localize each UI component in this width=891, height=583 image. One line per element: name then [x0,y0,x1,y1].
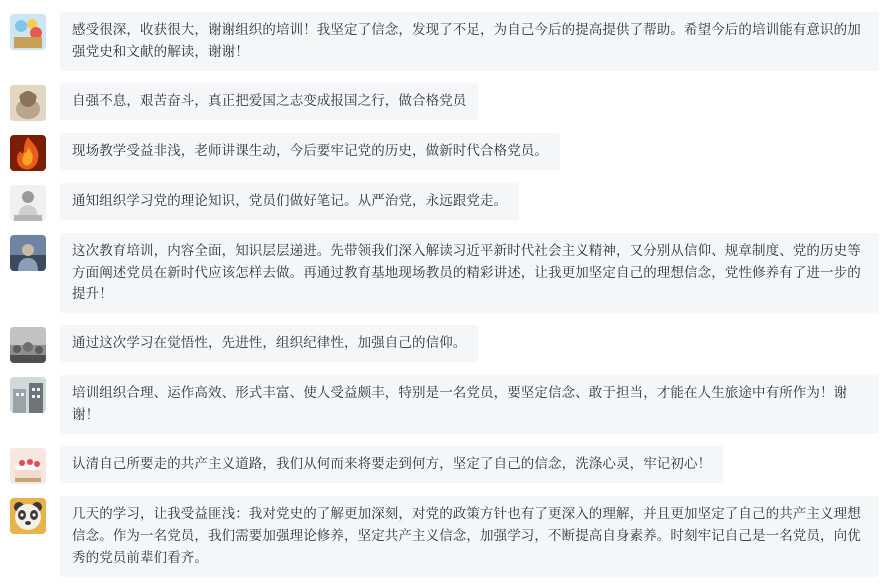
comment-text: 感受很深，收获很大，谢谢组织的培训！我坚定了信念，发现了不足，为自己今后的提高提供了帮助。希望今后的培训能有意识的加强党史和文献的解读，谢谢！ [60,12,879,71]
list-item [0,490,891,583]
comment-text: 几天的学习，让我受益匪浅：我对党史的了解更加深刻，对党的政策方针也有了更深入的理解，并且更加坚定了自己的共产主义理想信念。作为一名党员，我们需要加强理论修养，坚定共产主义信念，加强学习，不断提高自身素养。时刻牢记自己是一名党员，向优秀的党员前辈们看齐。 [60,496,879,577]
list-item [0,177,891,227]
avatar-cat-photo[interactable] [10,85,46,121]
comment-text: 现场教学受益非浅，老师讲课生动，今后要牢记党的历史，做新时代合格党员。 [60,133,560,170]
avatar-crowd-photo[interactable] [10,327,46,363]
list-item [0,127,891,177]
avatar-fire-photo[interactable] [10,135,46,171]
avatar-statue-photo[interactable] [10,185,46,221]
comment-text: 通知组织学习党的理论知识，党员们做好笔记。从严治党，永远跟党走。 [60,183,519,220]
list-item [0,6,891,77]
comment-text: 培训组织合理、运作高效、形式丰富、使人受益颇丰，特别是一名党员，要坚定信念、敢于担当，才能在人生旅途中有所作为！谢谢！ [60,375,879,434]
avatar-panda-photo[interactable] [10,498,46,534]
list-item [0,227,891,320]
list-item [0,77,891,127]
list-item [0,369,891,440]
list-item [0,440,891,490]
avatar-flower-basket[interactable] [10,14,46,50]
comment-text: 这次教育培训，内容全面，知识层层递进。先带领我们深入解读习近平新时代社会主义精神，又分别从信仰、规章制度、党的历史等方面阐述党员在新时代应该怎样去做。再通过教育基地现场教员的精彩讲述，让我更加坚定自己的理想信念，党性修养有了进一步的提升！ [60,233,879,314]
comment-text: 认清自己所要走的共产主义道路，我们从何而来将要走到何方，坚定了自己的信念，洗涤心灵，牢记初心！ [60,446,723,483]
avatar-building-photo[interactable] [10,377,46,413]
avatar-person-photo[interactable] [10,235,46,271]
avatar-cake-photo[interactable] [10,448,46,484]
list-item [0,319,891,369]
comment-text: 自强不息，艰苦奋斗，真正把爱国之志变成报国之行，做合格党员 [60,83,478,120]
comment-text: 通过这次学习在觉悟性，先进性，组织纪律性，加强自己的信仰。 [60,325,478,362]
